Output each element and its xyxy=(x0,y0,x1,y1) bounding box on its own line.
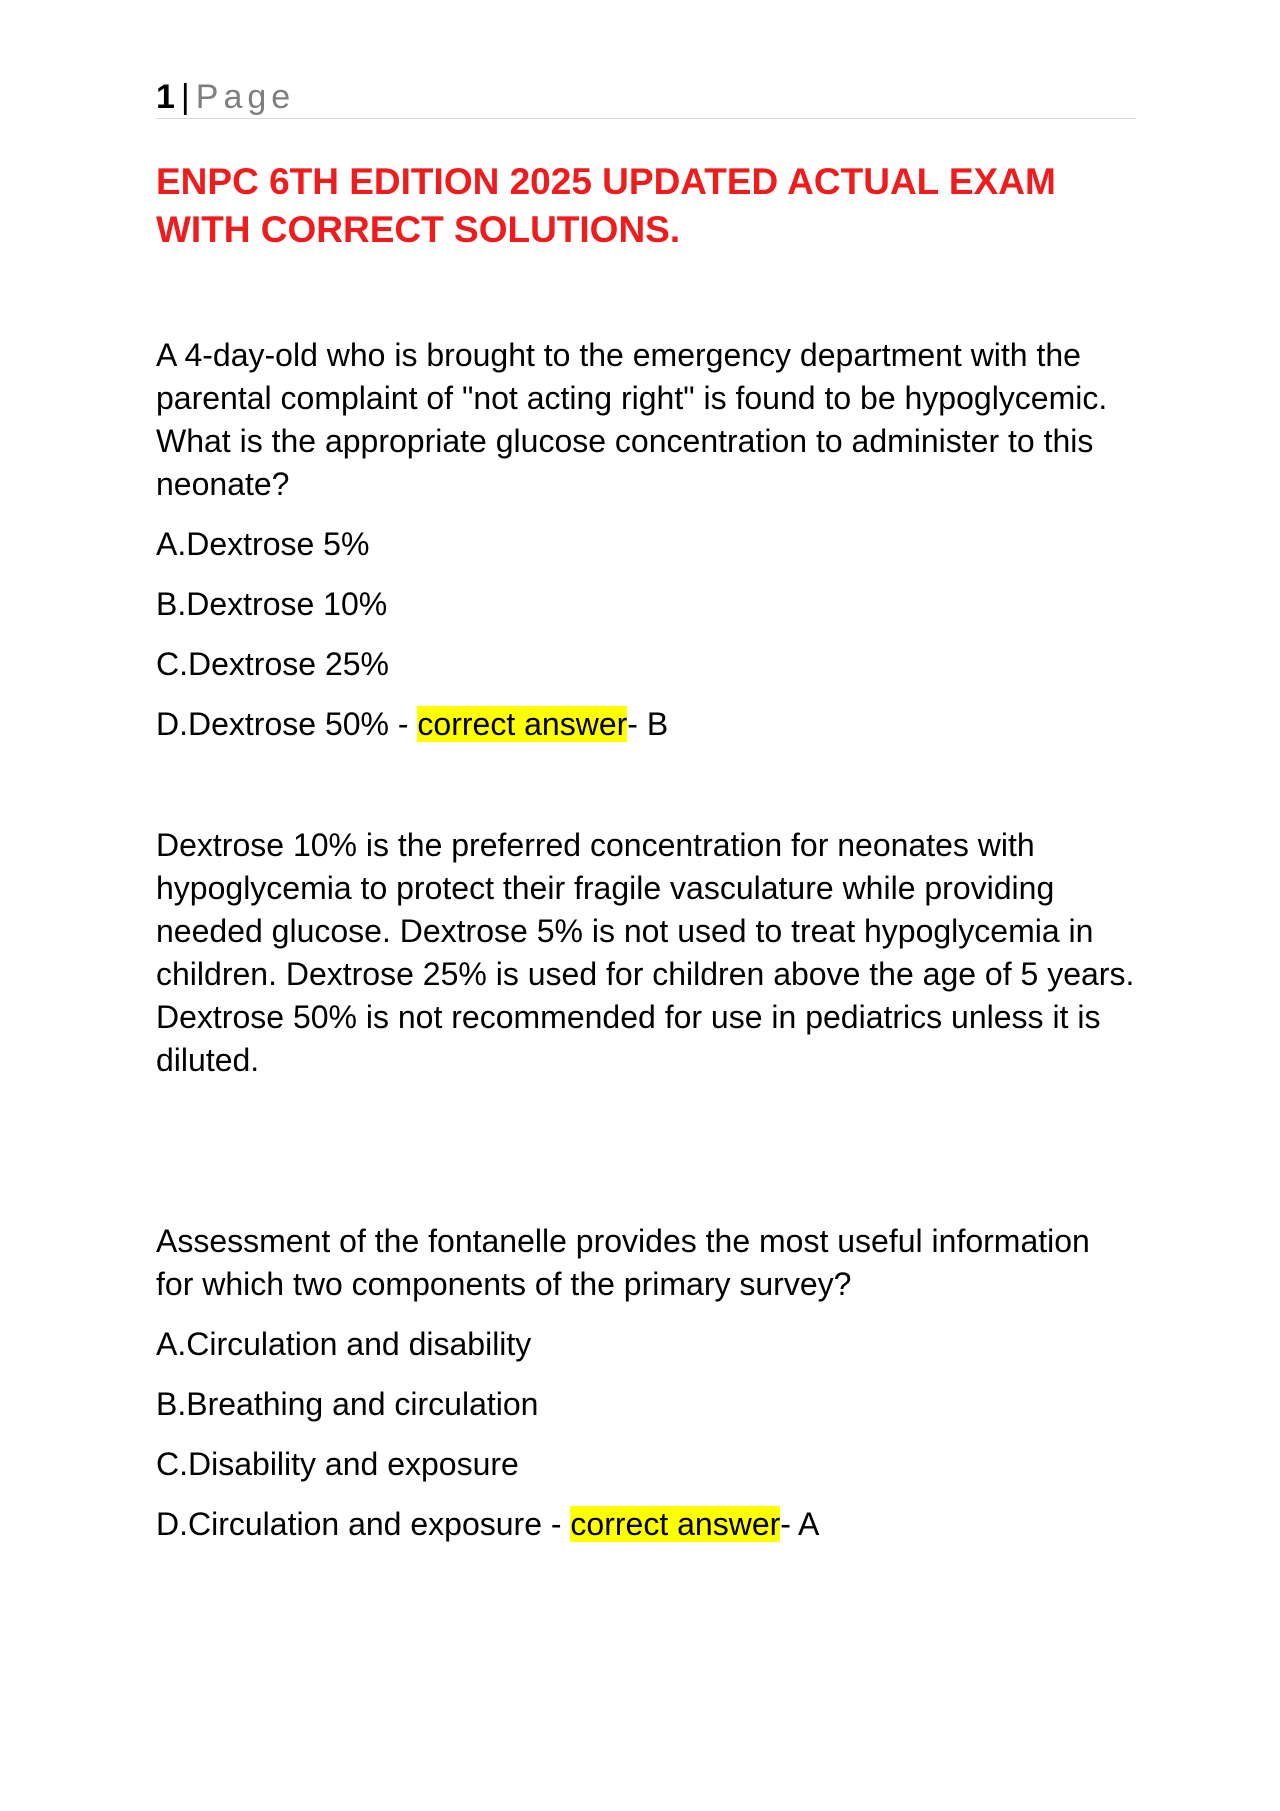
answer-options xyxy=(156,1323,1136,1546)
correct-answer-letter: - B xyxy=(627,706,669,742)
question-stem: A 4-day-old who is brought to the emergency department with the parental complaint of "not acting right" is found to be hypoglycemic. What is the appropriate glucose concentration to administer to this neonate? xyxy=(156,337,1108,502)
option-d: D.Dextrose 50% - xyxy=(156,706,418,742)
header-separator: | xyxy=(180,78,190,116)
option-d-with-answer xyxy=(156,1503,1136,1546)
document-title: ENPC 6TH EDITION 2025 UPDATED ACTUAL EXAM WITH CORRECT SOLUTIONS. xyxy=(156,161,1056,250)
option-a: A.Circulation and disability xyxy=(156,1326,532,1362)
page-header xyxy=(156,76,1136,119)
question-stem: Assessment of the fontanelle provides the most useful information for which two components of the primary survey? xyxy=(156,1223,1090,1302)
correct-answer-highlight: correct answer xyxy=(570,1506,781,1542)
option-b: B.Dextrose 10% xyxy=(156,586,388,622)
question-1 xyxy=(156,334,1136,763)
option-c: C.Dextrose 25% xyxy=(156,646,389,682)
option-c: C.Disability and exposure xyxy=(156,1446,519,1482)
correct-answer-letter: - A xyxy=(780,1506,820,1542)
answer-options xyxy=(156,523,1136,746)
question-2 xyxy=(156,1220,1136,1563)
option-d: D.Circulation and exposure - xyxy=(156,1506,571,1542)
answer-explanation: Dextrose 10% is the preferred concentration for neonates with hypoglycemia to protect their fragile vasculature while providing needed glucose. Dextrose 5% is not used to treat hypoglycemia in children. Dextrose 25% is used for children above the age of 5 years. Dextrose 50% is not recommended for use in pediatrics unless it is diluted. xyxy=(156,827,1135,1078)
option-d-with-answer xyxy=(156,703,1136,746)
option-b: B.Breathing and circulation xyxy=(156,1386,539,1422)
page-number: 1 xyxy=(156,78,175,116)
correct-answer-highlight: correct answer xyxy=(417,706,628,742)
option-a: A.Dextrose 5% xyxy=(156,526,370,562)
page-label: Page xyxy=(195,78,296,116)
